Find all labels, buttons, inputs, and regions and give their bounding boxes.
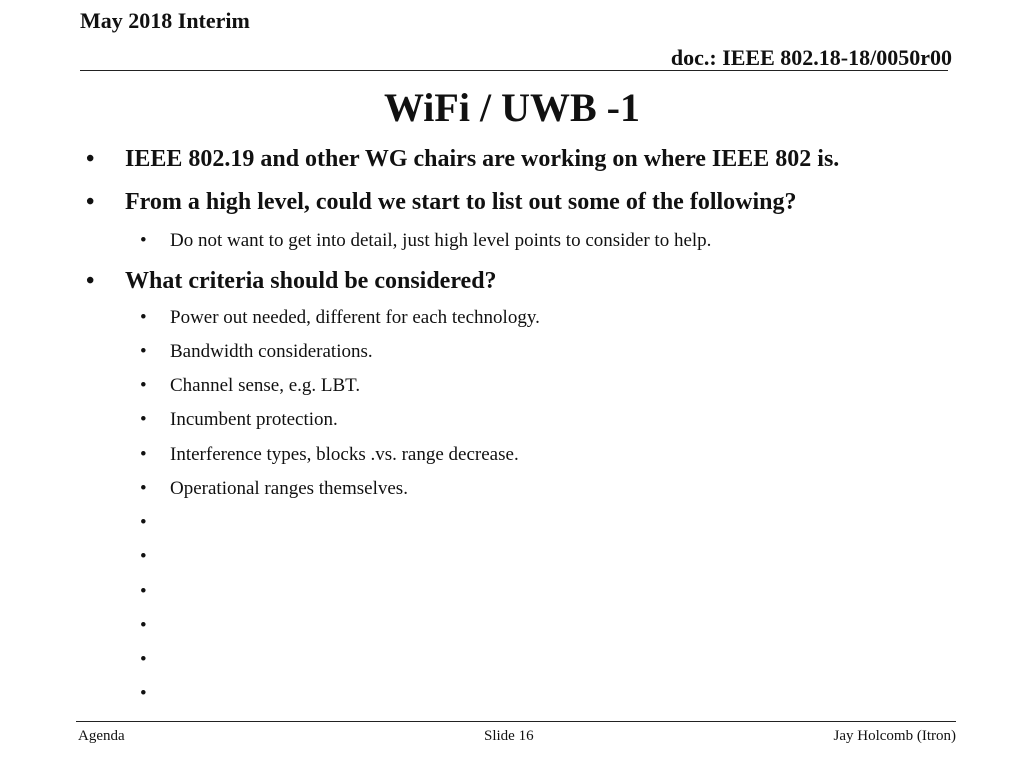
bullet-text: What criteria should be considered?: [125, 268, 497, 294]
bullet-icon: •: [86, 146, 95, 172]
empty-sub-bullet-icon: •: [140, 512, 147, 533]
header-divider: [80, 70, 948, 71]
document-id: doc.: IEEE 802.18-18/0050r00: [670, 45, 952, 70]
sub-bullet-icon: •: [140, 307, 147, 328]
sub-bullet-icon: •: [140, 375, 147, 396]
footer-section: Agenda: [78, 728, 125, 744]
bullet-text: From a high level, could we start to list out some of the following?: [125, 189, 797, 215]
footer-author: Jay Holcomb (Itron): [833, 728, 956, 744]
sub-bullet-icon: •: [140, 409, 147, 430]
empty-sub-bullet-icon: •: [140, 581, 147, 602]
bullet-text: IEEE 802.19 and other WG chairs are working on where IEEE 802 is.: [125, 146, 840, 172]
sub-bullet-text: Bandwidth considerations.: [170, 341, 373, 362]
slide-title: WiFi / UWB -1: [384, 85, 640, 130]
bullet-icon: •: [86, 268, 95, 294]
sub-bullet-text: Power out needed, different for each technology.: [170, 307, 540, 328]
empty-sub-bullet-icon: •: [140, 546, 147, 567]
sub-bullet-text: Channel sense, e.g. LBT.: [170, 375, 361, 396]
sub-bullet-icon: •: [140, 478, 147, 499]
empty-sub-bullet-icon: •: [140, 683, 147, 704]
meeting-label: May 2018 Interim: [80, 8, 250, 33]
bullet-icon: •: [86, 189, 95, 215]
empty-sub-bullet-icon: •: [140, 649, 147, 670]
empty-sub-bullet-icon: •: [140, 615, 147, 636]
sub-bullet-icon: •: [140, 444, 147, 465]
sub-bullet-icon: •: [140, 230, 147, 251]
sub-bullet-text: Operational ranges themselves.: [170, 478, 408, 499]
sub-bullet-text: Interference types, blocks .vs. range decrease.: [170, 444, 519, 465]
sub-bullet-text: Do not want to get into detail, just high level points to consider to help.: [170, 230, 712, 251]
footer-divider: [76, 721, 956, 722]
sub-bullet-icon: •: [140, 341, 147, 362]
sub-bullet-text: Incumbent protection.: [170, 409, 338, 430]
slide-number: Slide 16: [484, 728, 534, 744]
